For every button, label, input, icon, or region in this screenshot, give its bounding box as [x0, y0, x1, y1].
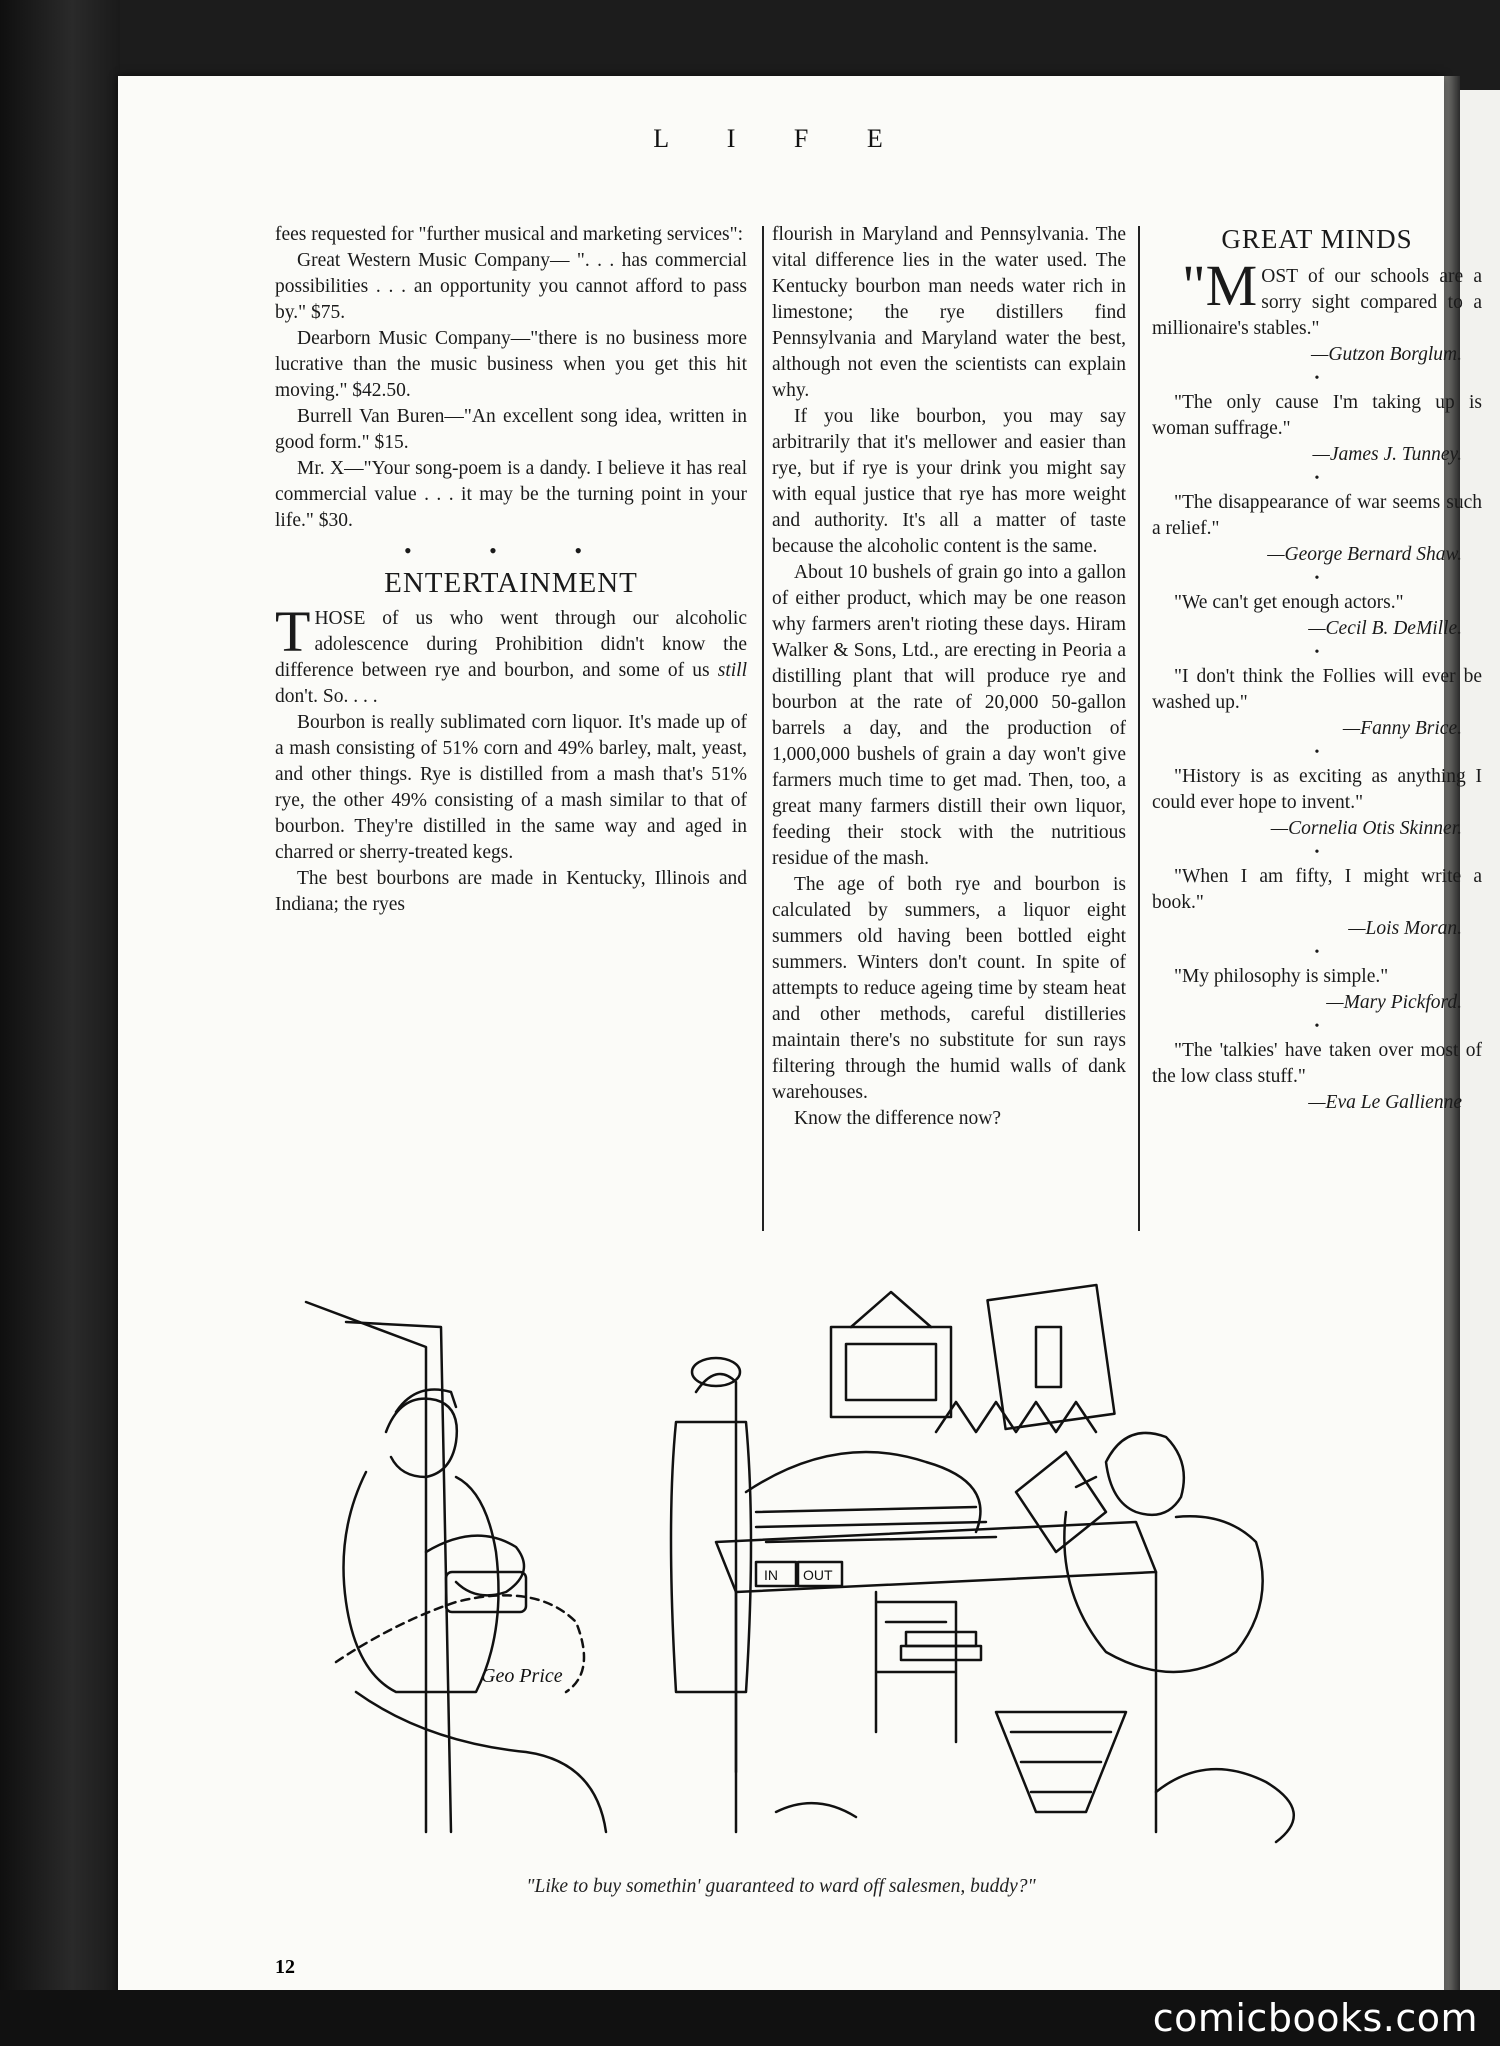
bullet-separator: •	[1314, 745, 1320, 760]
quote-text: "I don't think the Follies will ever be washed up."	[1152, 666, 1482, 713]
bullet-separator: •	[1314, 945, 1320, 960]
floor-paper	[1156, 1769, 1294, 1842]
padlock-shackle	[426, 1536, 524, 1596]
padlock-body	[446, 1572, 526, 1612]
door-frame	[306, 1302, 426, 1832]
column-rule	[762, 226, 764, 1231]
paragraph: About 10 bushels of grain go into a gallon of either product, which may be one reason why farmers aren't rioting these days. Hiram Walker & Sons, Ltd., are erecting in Peoria a distilling plant that will produce rye and bourbon at the rate of 20,000 50-gallon barrels a day, and the production of 1,000,000 bushels of grain a day won't give farmers much time to get mad. Then, too, a great many farmers distill their own liquor, feeding their stock with the nutritious residue of the mash.	[772, 562, 1126, 869]
quote	[1152, 864, 1482, 942]
certificate-seal	[1036, 1327, 1061, 1387]
quote-text	[1152, 253, 1482, 342]
drop-cap: "M	[1182, 253, 1258, 318]
paragraph: Mr. X—"Your song-poem is a dandy. I believe it has real commercial value . . . it may be the turning point in your life." $30.	[275, 458, 747, 531]
coat-rack	[696, 1374, 736, 1772]
wall-picture-inner	[846, 1344, 936, 1400]
quote	[1152, 964, 1482, 1016]
quote	[1152, 1038, 1482, 1116]
desk-top	[716, 1522, 1156, 1592]
executive-head	[1106, 1433, 1184, 1515]
section-separator: • • •	[403, 538, 619, 563]
cartoon-illustration	[276, 1272, 1396, 1872]
column-two	[772, 222, 1126, 1132]
artist-signature: Geo Price	[481, 1665, 563, 1687]
book	[901, 1646, 981, 1660]
italic-text: still	[717, 660, 747, 681]
scan-edge-left	[0, 0, 120, 2046]
quote-attribution: —James J. Tunney.	[1312, 444, 1462, 465]
cartoon-caption: "Like to buy somethin' guaranteed to ward off salesmen, buddy?"	[526, 1876, 1036, 1897]
quote-text: "We can't get enough actors."	[1174, 592, 1404, 613]
quote	[1152, 253, 1482, 368]
bullet-separator: •	[1314, 845, 1320, 860]
out-box-label: OUT	[803, 1567, 833, 1583]
great-minds-title: GREAT MINDS	[1221, 224, 1413, 254]
in-box-label: IN	[764, 1567, 778, 1583]
text-span: don't. So. . . .	[275, 686, 378, 707]
site-watermark: comicbooks.com	[1152, 1996, 1478, 2040]
quote	[1152, 490, 1482, 568]
quote-attribution: —Cecil B. DeMille.	[1308, 618, 1462, 639]
picture-wire	[851, 1292, 931, 1327]
quote	[1152, 390, 1482, 468]
paragraph: Great Western Music Company— ". . . has commercial possibilities . . . an opportunity you cannot afford to pass by." $75.	[275, 250, 747, 323]
paper-stack-lines	[756, 1507, 996, 1542]
salesman-coat-tail	[356, 1692, 606, 1832]
paragraph: Dearborn Music Company—"there is no business more lucrative than the music business when you get this hit moving." $42.50.	[275, 328, 747, 401]
bullet-separator: •	[1314, 571, 1320, 586]
section-title: ENTERTAINMENT	[384, 567, 638, 599]
column-one	[275, 222, 747, 918]
paper-pile	[746, 1452, 980, 1532]
quote-attribution: —Mary Pickford.	[1326, 992, 1462, 1013]
drop-cap: T	[275, 599, 311, 664]
paragraph: Bourbon is really sublimated corn liquor. It's made up of a mash consisting of 51% corn and 49% barley, malt, yeast, and other things. Rye is distilled from a mash that's 51% rye, the other 49% consisting of a mash similar to that of bourbon. They're distilled in the same way and aged in charred or sherry-treated kegs.	[275, 712, 747, 863]
page-content	[118, 76, 1482, 2021]
quote-text: "The only cause I'm taking up is woman suffrage."	[1152, 392, 1482, 439]
floor-paper	[776, 1803, 856, 1817]
quote-attribution: —Cornelia Otis Skinner.	[1270, 818, 1462, 839]
quote-attribution: —Gutzon Borglum.	[1311, 344, 1462, 365]
masthead: L I F E	[653, 124, 909, 153]
executive-body	[1064, 1512, 1262, 1672]
paragraph: flourish in Maryland and Pennsylvania. The vital difference lies in the water used. The Kentucky bourbon man needs water rich in limestone; the rye distillers find Pennsylvania and Maryland water the best, although not even the scientists can explain why.	[772, 224, 1126, 401]
column-rule	[1138, 226, 1140, 1231]
column-three	[1152, 222, 1482, 1116]
quote-text: "My philosophy is simple."	[1174, 966, 1389, 987]
book	[906, 1632, 976, 1646]
quote-body: OST of our schools are a sorry sight compared to a millionaire's stables."	[1152, 266, 1482, 339]
quote-text: "When I am fifty, I might write a book."	[1152, 866, 1482, 913]
waste-basket-weave	[1011, 1732, 1111, 1792]
paragraph: Burrell Van Buren—"An excellent song idea, written in good form." $15.	[275, 406, 747, 453]
newspaper	[1016, 1452, 1106, 1552]
quote-attribution: —Lois Moran.	[1348, 918, 1462, 939]
wall-certificate	[987, 1285, 1114, 1429]
page-number: 12	[275, 1956, 295, 1978]
paragraph: The age of both rye and bourbon is calculated by summers, a liquor eight summers old having been bottled eight summers. Winters don't count. In spite of attempts to reduce ageing time by steam heat and other methods, careful distilleries maintain there's no substitute for sun rays filtering through the humid walls of dank warehouses.	[772, 874, 1126, 1103]
hanging-hat	[692, 1358, 740, 1386]
door-panel	[346, 1322, 451, 1832]
quote-attribution: —George Bernard Shaw.	[1267, 544, 1462, 565]
quote	[1152, 664, 1482, 742]
paragraph: If you like bourbon, you may say arbitrarily that it's mellower and easier than rye, but if rye is your drink you might say with equal justice that rye has more weight and authority. It's all a matter of taste because the alcoholic content is the same.	[772, 406, 1126, 557]
quote-attribution: —Eva Le Gallienne	[1308, 1092, 1462, 1113]
wooden-chair	[876, 1592, 956, 1742]
quote	[1152, 764, 1482, 842]
bullet-separator: •	[1314, 1019, 1320, 1034]
quote-text: "The disappearance of war seems such a relief."	[1152, 492, 1482, 539]
paragraph: The best bourbons are made in Kentucky, Illinois and Indiana; the ryes	[275, 868, 747, 915]
bullet-separator: •	[1314, 471, 1320, 486]
bullet-separator: •	[1314, 371, 1320, 386]
paragraph-dropcap	[275, 599, 747, 710]
paragraph: Know the difference now?	[794, 1108, 1002, 1129]
wall-picture-frame	[831, 1327, 951, 1417]
paragraph: fees requested for "further musical and marketing services":	[275, 224, 744, 245]
hanging-coat	[671, 1422, 751, 1692]
quote	[1152, 590, 1482, 642]
bullet-separator: •	[1314, 645, 1320, 660]
quote-text: "History is as exciting as anything I could ever hope to invent."	[1152, 766, 1482, 813]
text-span: HOSE of us who went through our alcoholic adolescence during Prohibition didn't know the difference between rye and bourbon, and some of us	[275, 608, 747, 681]
quote-attribution: —Fanny Brice.	[1342, 718, 1462, 739]
quote-text: "The 'talkies' have taken over most of the low class stuff."	[1152, 1040, 1482, 1087]
salesman-body	[344, 1472, 499, 1692]
